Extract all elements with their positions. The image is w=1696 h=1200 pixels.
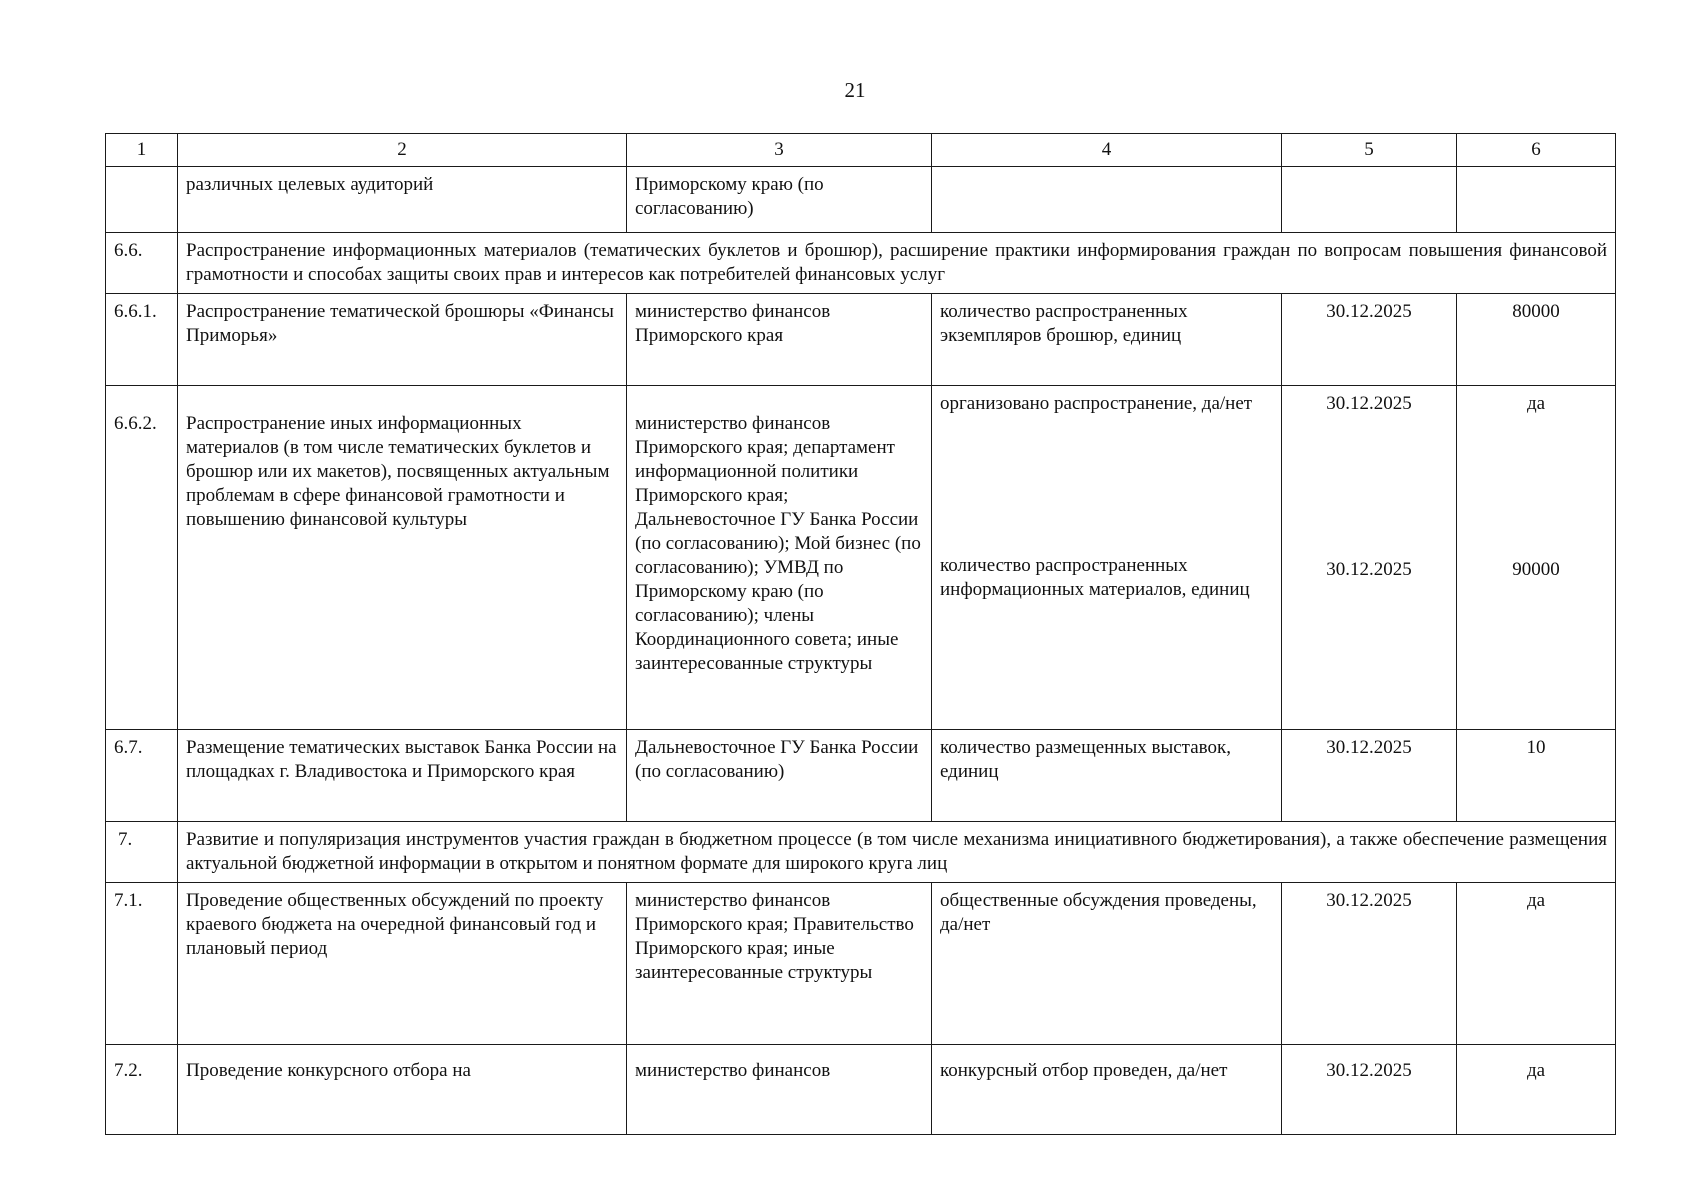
date-cell <box>1282 386 1457 730</box>
indicator-cell: общественные обсуждения проведены, да/нет <box>932 883 1282 1045</box>
responsible-cell: министерство финансов Приморского края; департамент информационной политики Приморского края; Дальневосточное ГУ Банка России (по согласованию); Мой бизнес (по согласованию); УМВД по Приморскому краю (по согласованию); члены Координационного совета; иные заинтересованные структуры <box>627 386 932 730</box>
table-header-row <box>106 134 1616 167</box>
date-cell <box>1282 167 1457 233</box>
table-row <box>106 167 1616 233</box>
table-row <box>106 730 1616 822</box>
plan-table <box>105 133 1616 1135</box>
indicator-text: организовано распространение, да/нет <box>940 393 1253 414</box>
row-number-cell: 6.7. <box>106 730 178 822</box>
activity-cell: Размещение тематических выставок Банка России на площадках г. Владивостока и Приморского края <box>178 730 627 822</box>
header-cell: 3 <box>627 134 932 167</box>
value-text: 90000 <box>1512 559 1560 580</box>
section-row <box>106 233 1616 294</box>
row-number-cell: 7. <box>106 822 178 883</box>
indicator-cell: количество распространенных экземпляров брошюр, единиц <box>932 294 1282 386</box>
section-row <box>106 822 1616 883</box>
indicator-cell <box>932 167 1282 233</box>
value-cell <box>1457 386 1616 730</box>
activity-cell: Распространение иных информационных материалов (в том числе тематических буклетов и брошюр или их макетов), посвященных актуальным проблемам в сфере финансовой грамотности и повышению финансовой культуры <box>178 386 627 730</box>
indicator-cell: конкурсный отбор проведен, да/нет <box>932 1045 1282 1135</box>
row-number-cell: 6.6.1. <box>106 294 178 386</box>
row-number-cell: 6.6. <box>106 233 178 294</box>
header-cell: 5 <box>1282 134 1457 167</box>
activity-cell: различных целевых аудиторий <box>178 167 627 233</box>
date-text: 30.12.2025 <box>1326 559 1412 580</box>
value-cell: 80000 <box>1457 294 1616 386</box>
date-cell: 30.12.2025 <box>1282 883 1457 1045</box>
date-text: 30.12.2025 <box>1326 393 1412 414</box>
section-title: Развитие и популяризация инструментов участия граждан в бюджетном процессе (в том числе механизма инициативного бюджетирования), а также обеспечение размещения актуальной бюджетной информации в открытом и понятном формате для широкого круга лиц <box>178 822 1616 883</box>
header-cell: 1 <box>106 134 178 167</box>
header-cell: 4 <box>932 134 1282 167</box>
indicator-cell <box>932 386 1282 730</box>
value-cell: 10 <box>1457 730 1616 822</box>
row-number-cell: 7.1. <box>106 883 178 1045</box>
activity-cell: Проведение общественных обсуждений по проекту краевого бюджета на очередной финансовый год и плановый период <box>178 883 627 1045</box>
responsible-cell: министерство финансов <box>627 1045 932 1135</box>
table-row <box>106 883 1616 1045</box>
value-cell: да <box>1457 1045 1616 1135</box>
header-cell: 6 <box>1457 134 1616 167</box>
date-cell: 30.12.2025 <box>1282 730 1457 822</box>
value-cell <box>1457 167 1616 233</box>
activity-cell: Распространение тематической брошюры «Финансы Приморья» <box>178 294 627 386</box>
header-cell: 2 <box>178 134 627 167</box>
value-cell: да <box>1457 883 1616 1045</box>
table-row <box>106 386 1616 730</box>
date-cell: 30.12.2025 <box>1282 294 1457 386</box>
table-row <box>106 294 1616 386</box>
row-number-cell <box>106 167 178 233</box>
row-number-cell: 6.6.2. <box>106 386 178 730</box>
table-row <box>106 1045 1616 1135</box>
date-cell: 30.12.2025 <box>1282 1045 1457 1135</box>
value-text: да <box>1526 393 1546 414</box>
indicator-cell: количество размещенных выставок, единиц <box>932 730 1282 822</box>
responsible-cell: министерство финансов Приморского края; Правительство Приморского края; иные заинтересованные структуры <box>627 883 932 1045</box>
page-number: 21 <box>844 78 866 102</box>
responsible-cell: министерство финансов Приморского края <box>627 294 932 386</box>
responsible-cell: Приморскому краю (по согласованию) <box>627 167 932 233</box>
row-number-cell: 7.2. <box>106 1045 178 1135</box>
responsible-cell: Дальневосточное ГУ Банка России (по согласованию) <box>627 730 932 822</box>
section-title: Распространение информационных материалов (тематических буклетов и брошюр), расширение практики информирования граждан по вопросам повышения финансовой грамотности и способах защиты своих прав и интересов как потребителей финансовых услуг <box>178 233 1616 294</box>
indicator-text: количество распространенных информационных материалов, единиц <box>940 555 1250 600</box>
activity-cell: Проведение конкурсного отбора на <box>178 1045 627 1135</box>
